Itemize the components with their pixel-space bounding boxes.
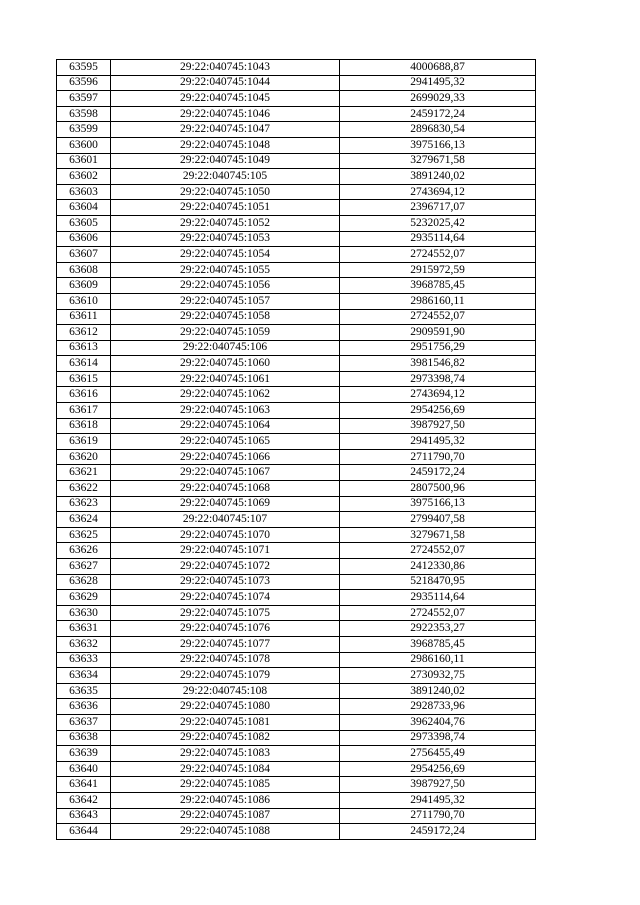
cadastral-number-cell: 29:22:040745:1047 <box>111 122 340 138</box>
table-row <box>57 418 536 434</box>
value-cell: 2986160,11 <box>340 652 536 668</box>
table-row <box>57 325 536 341</box>
row-number-cell: 63644 <box>57 824 111 840</box>
table-row <box>57 60 536 76</box>
table-row <box>57 683 536 699</box>
value-cell: 2743694,12 <box>340 184 536 200</box>
value-cell: 2412330,86 <box>340 559 536 575</box>
table-row <box>57 449 536 465</box>
table-row <box>57 106 536 122</box>
cadastral-number-cell: 29:22:040745:1077 <box>111 636 340 652</box>
row-number-cell: 63613 <box>57 340 111 356</box>
cadastral-number-cell: 29:22:040745:107 <box>111 512 340 528</box>
cadastral-number-cell: 29:22:040745:1073 <box>111 574 340 590</box>
cadastral-number-cell: 29:22:040745:1045 <box>111 91 340 107</box>
row-number-cell: 63606 <box>57 231 111 247</box>
value-cell: 2941495,32 <box>340 75 536 91</box>
cadastral-number-cell: 29:22:040745:1082 <box>111 730 340 746</box>
table-row <box>57 668 536 684</box>
table-row <box>57 636 536 652</box>
cadastral-number-cell: 29:22:040745:1051 <box>111 200 340 216</box>
value-cell: 2724552,07 <box>340 605 536 621</box>
cadastral-number-cell: 29:22:040745:1083 <box>111 746 340 762</box>
row-number-cell: 63628 <box>57 574 111 590</box>
row-number-cell: 63603 <box>57 184 111 200</box>
value-cell: 2954256,69 <box>340 761 536 777</box>
cadastral-number-cell: 29:22:040745:1065 <box>111 434 340 450</box>
cadastral-number-cell: 29:22:040745:1043 <box>111 60 340 76</box>
cadastral-number-cell: 29:22:040745:1053 <box>111 231 340 247</box>
table-row <box>57 262 536 278</box>
table-row <box>57 574 536 590</box>
cadastral-number-cell: 29:22:040745:1063 <box>111 403 340 419</box>
row-number-cell: 63643 <box>57 808 111 824</box>
table-row <box>57 621 536 637</box>
value-cell: 2941495,32 <box>340 434 536 450</box>
row-number-cell: 63616 <box>57 387 111 403</box>
table-body <box>57 60 536 840</box>
cadastral-number-cell: 29:22:040745:1050 <box>111 184 340 200</box>
value-cell: 5232025,42 <box>340 215 536 231</box>
row-number-cell: 63641 <box>57 777 111 793</box>
value-cell: 2807500,96 <box>340 481 536 497</box>
cadastral-number-cell: 29:22:040745:105 <box>111 169 340 185</box>
table-row <box>57 714 536 730</box>
row-number-cell: 63632 <box>57 636 111 652</box>
value-cell: 3968785,45 <box>340 278 536 294</box>
table-row <box>57 652 536 668</box>
value-cell: 4000688,87 <box>340 60 536 76</box>
cadastral-number-cell: 29:22:040745:1068 <box>111 481 340 497</box>
table-row <box>57 309 536 325</box>
cadastral-number-cell: 29:22:040745:1079 <box>111 668 340 684</box>
value-cell: 3987927,50 <box>340 777 536 793</box>
cadastral-number-cell: 29:22:040745:1061 <box>111 371 340 387</box>
value-cell: 2973398,74 <box>340 371 536 387</box>
row-number-cell: 63612 <box>57 325 111 341</box>
table-row <box>57 465 536 481</box>
table-row <box>57 75 536 91</box>
value-cell: 5218470,95 <box>340 574 536 590</box>
table-row <box>57 746 536 762</box>
row-number-cell: 63605 <box>57 215 111 231</box>
cadastral-number-cell: 29:22:040745:1056 <box>111 278 340 294</box>
table-row <box>57 91 536 107</box>
cadastral-number-cell: 29:22:040745:1071 <box>111 543 340 559</box>
table-row <box>57 777 536 793</box>
cadastral-number-cell: 29:22:040745:1060 <box>111 356 340 372</box>
value-cell: 2951756,29 <box>340 340 536 356</box>
table-row <box>57 808 536 824</box>
table-row <box>57 215 536 231</box>
cadastral-number-cell: 29:22:040745:1070 <box>111 527 340 543</box>
cadastral-number-cell: 29:22:040745:1049 <box>111 153 340 169</box>
cadastral-number-cell: 29:22:040745:1048 <box>111 137 340 153</box>
cadastral-number-cell: 29:22:040745:1072 <box>111 559 340 575</box>
value-cell: 3962404,76 <box>340 714 536 730</box>
row-number-cell: 63604 <box>57 200 111 216</box>
table-row <box>57 403 536 419</box>
value-cell: 2724552,07 <box>340 543 536 559</box>
row-number-cell: 63622 <box>57 481 111 497</box>
value-cell: 2928733,96 <box>340 699 536 715</box>
table-row <box>57 153 536 169</box>
row-number-cell: 63608 <box>57 262 111 278</box>
row-number-cell: 63640 <box>57 761 111 777</box>
row-number-cell: 63638 <box>57 730 111 746</box>
row-number-cell: 63597 <box>57 91 111 107</box>
value-cell: 3891240,02 <box>340 683 536 699</box>
value-cell: 2459172,24 <box>340 824 536 840</box>
cadastral-number-cell: 29:22:040745:1081 <box>111 714 340 730</box>
row-number-cell: 63598 <box>57 106 111 122</box>
cadastral-number-cell: 29:22:040745:1074 <box>111 590 340 606</box>
row-number-cell: 63639 <box>57 746 111 762</box>
value-cell: 3975166,13 <box>340 137 536 153</box>
table-row <box>57 496 536 512</box>
value-cell: 3279671,58 <box>340 527 536 543</box>
cadastral-number-cell: 29:22:040745:108 <box>111 683 340 699</box>
table-row <box>57 247 536 263</box>
value-cell: 2743694,12 <box>340 387 536 403</box>
value-cell: 3987927,50 <box>340 418 536 434</box>
value-cell: 2941495,32 <box>340 792 536 808</box>
row-number-cell: 63626 <box>57 543 111 559</box>
row-number-cell: 63607 <box>57 247 111 263</box>
row-number-cell: 63617 <box>57 403 111 419</box>
value-cell: 2724552,07 <box>340 309 536 325</box>
row-number-cell: 63609 <box>57 278 111 294</box>
value-cell: 2986160,11 <box>340 293 536 309</box>
cadastral-number-cell: 29:22:040745:1066 <box>111 449 340 465</box>
table-row <box>57 761 536 777</box>
cadastral-number-cell: 29:22:040745:1059 <box>111 325 340 341</box>
row-number-cell: 63615 <box>57 371 111 387</box>
table-row <box>57 792 536 808</box>
data-table <box>56 59 536 840</box>
row-number-cell: 63599 <box>57 122 111 138</box>
value-cell: 2724552,07 <box>340 247 536 263</box>
cadastral-number-cell: 29:22:040745:1086 <box>111 792 340 808</box>
value-cell: 2922353,27 <box>340 621 536 637</box>
cadastral-number-cell: 29:22:040745:1075 <box>111 605 340 621</box>
row-number-cell: 63633 <box>57 652 111 668</box>
table-row <box>57 371 536 387</box>
row-number-cell: 63623 <box>57 496 111 512</box>
cadastral-number-cell: 29:22:040745:1080 <box>111 699 340 715</box>
cadastral-number-cell: 29:22:040745:1084 <box>111 761 340 777</box>
cadastral-number-cell: 29:22:040745:1062 <box>111 387 340 403</box>
value-cell: 2915972,59 <box>340 262 536 278</box>
value-cell: 2459172,24 <box>340 465 536 481</box>
table-row <box>57 730 536 746</box>
row-number-cell: 63600 <box>57 137 111 153</box>
value-cell: 2935114,64 <box>340 590 536 606</box>
cadastral-number-cell: 29:22:040745:1052 <box>111 215 340 231</box>
cadastral-number-cell: 29:22:040745:1057 <box>111 293 340 309</box>
row-number-cell: 63636 <box>57 699 111 715</box>
table-row <box>57 559 536 575</box>
value-cell: 2935114,64 <box>340 231 536 247</box>
cadastral-number-cell: 29:22:040745:1087 <box>111 808 340 824</box>
value-cell: 2756455,49 <box>340 746 536 762</box>
table-row <box>57 699 536 715</box>
row-number-cell: 63631 <box>57 621 111 637</box>
cadastral-number-cell: 29:22:040745:1055 <box>111 262 340 278</box>
row-number-cell: 63629 <box>57 590 111 606</box>
table-row <box>57 231 536 247</box>
value-cell: 2799407,58 <box>340 512 536 528</box>
cadastral-number-cell: 29:22:040745:1058 <box>111 309 340 325</box>
row-number-cell: 63619 <box>57 434 111 450</box>
cadastral-number-cell: 29:22:040745:1088 <box>111 824 340 840</box>
row-number-cell: 63611 <box>57 309 111 325</box>
table-row <box>57 200 536 216</box>
row-number-cell: 63621 <box>57 465 111 481</box>
table-row <box>57 512 536 528</box>
row-number-cell: 63602 <box>57 169 111 185</box>
value-cell: 3968785,45 <box>340 636 536 652</box>
cadastral-number-cell: 29:22:040745:1064 <box>111 418 340 434</box>
row-number-cell: 63630 <box>57 605 111 621</box>
row-number-cell: 63614 <box>57 356 111 372</box>
row-number-cell: 63635 <box>57 683 111 699</box>
cadastral-number-cell: 29:22:040745:1078 <box>111 652 340 668</box>
table-row <box>57 356 536 372</box>
value-cell: 2699029,33 <box>340 91 536 107</box>
row-number-cell: 63637 <box>57 714 111 730</box>
row-number-cell: 63610 <box>57 293 111 309</box>
row-number-cell: 63627 <box>57 559 111 575</box>
cadastral-number-cell: 29:22:040745:1067 <box>111 465 340 481</box>
row-number-cell: 63634 <box>57 668 111 684</box>
value-cell: 2973398,74 <box>340 730 536 746</box>
table-row <box>57 481 536 497</box>
cadastral-number-cell: 29:22:040745:1076 <box>111 621 340 637</box>
table-row <box>57 169 536 185</box>
table-row <box>57 387 536 403</box>
cadastral-number-cell: 29:22:040745:1069 <box>111 496 340 512</box>
cadastral-number-cell: 29:22:040745:1085 <box>111 777 340 793</box>
table-row <box>57 122 536 138</box>
table-row <box>57 340 536 356</box>
table-row <box>57 605 536 621</box>
row-number-cell: 63601 <box>57 153 111 169</box>
table-row <box>57 527 536 543</box>
table-row <box>57 293 536 309</box>
row-number-cell: 63620 <box>57 449 111 465</box>
table-row <box>57 278 536 294</box>
cadastral-number-cell: 29:22:040745:1044 <box>111 75 340 91</box>
value-cell: 2396717,07 <box>340 200 536 216</box>
row-number-cell: 63642 <box>57 792 111 808</box>
row-number-cell: 63624 <box>57 512 111 528</box>
row-number-cell: 63595 <box>57 60 111 76</box>
table-row <box>57 824 536 840</box>
value-cell: 3981546,82 <box>340 356 536 372</box>
table-row <box>57 434 536 450</box>
row-number-cell: 63618 <box>57 418 111 434</box>
value-cell: 2711790,70 <box>340 449 536 465</box>
value-cell: 2459172,24 <box>340 106 536 122</box>
table-row <box>57 590 536 606</box>
cadastral-number-cell: 29:22:040745:1054 <box>111 247 340 263</box>
value-cell: 2954256,69 <box>340 403 536 419</box>
row-number-cell: 63596 <box>57 75 111 91</box>
row-number-cell: 63625 <box>57 527 111 543</box>
value-cell: 2730932,75 <box>340 668 536 684</box>
table-row <box>57 543 536 559</box>
value-cell: 3279671,58 <box>340 153 536 169</box>
value-cell: 3891240,02 <box>340 169 536 185</box>
value-cell: 2896830,54 <box>340 122 536 138</box>
value-cell: 2909591,90 <box>340 325 536 341</box>
table-row <box>57 137 536 153</box>
value-cell: 3975166,13 <box>340 496 536 512</box>
cadastral-number-cell: 29:22:040745:1046 <box>111 106 340 122</box>
cadastral-number-cell: 29:22:040745:106 <box>111 340 340 356</box>
value-cell: 2711790,70 <box>340 808 536 824</box>
table-row <box>57 184 536 200</box>
